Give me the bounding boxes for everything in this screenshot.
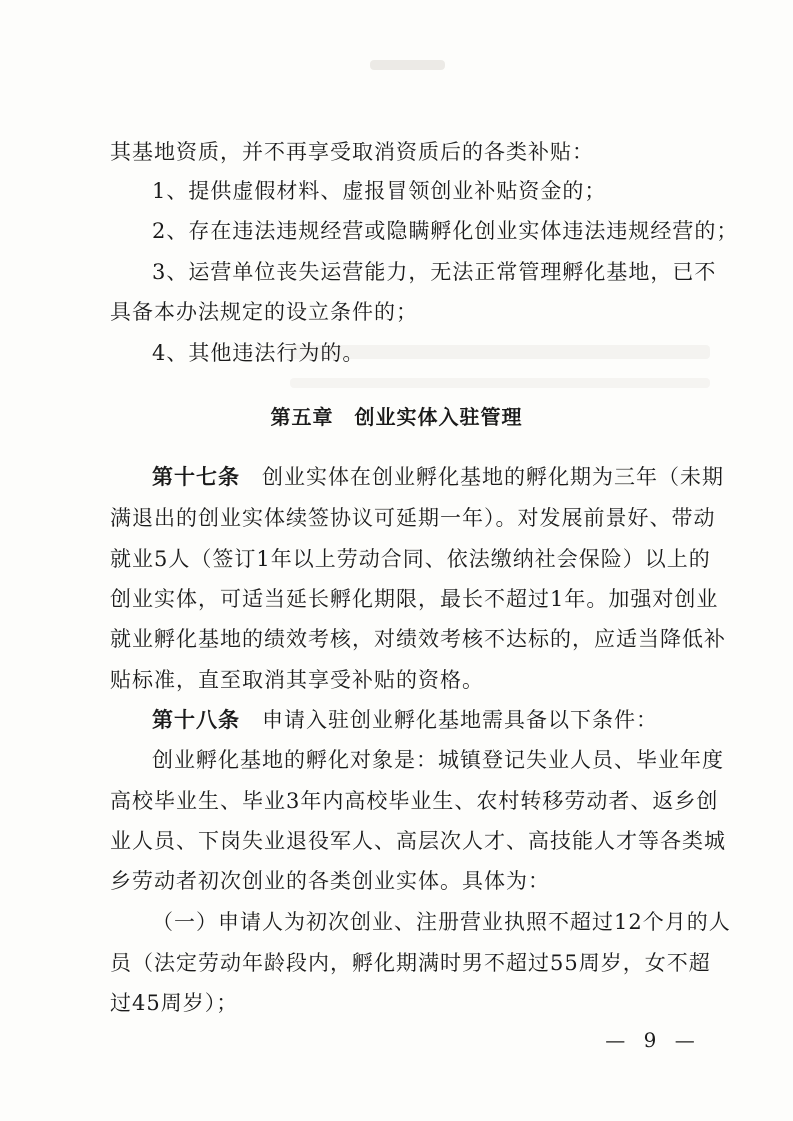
article-17-line: 就业孵化基地的绩效考核，对绩效考核不达标的，应适当降低补 (110, 627, 726, 651)
list-item-2: 2、存在违法违规经营或隐瞒孵化创业实体违法违规经营的； (152, 219, 739, 243)
page-number: — 9 — (605, 1028, 701, 1052)
article-17-line: 创业实体，可适当延长孵化期限，最长不超过1年。加强对创业 (110, 587, 719, 611)
item-1-line: （一）申请人为初次创业、注册营业执照不超过12个月的人 (152, 910, 731, 934)
item-1-line: 过45周岁）； (110, 991, 239, 1015)
article-17-line (152, 462, 742, 492)
targets-line: 业人员、下岗失业退役军人、高层次人才、高技能人才等各类城 (110, 829, 726, 853)
scan-smudge (370, 60, 445, 70)
item-1-line: 员（法定劳动年龄段内，孵化期满时男不超过55周岁，女不超 (110, 951, 711, 975)
chapter-heading: 第五章 创业实体入驻管理 (270, 405, 523, 429)
article-18-label: 第十八条 (152, 708, 240, 732)
article-18-line (152, 705, 742, 735)
article-17-text: 创业实体在创业孵化基地的孵化期为三年（未期 (240, 465, 724, 489)
list-item-3: 3、运营单位丧失运营能力，无法正常管理孵化基地，已不 (152, 260, 717, 284)
article-17-line: 满退出的创业实体续签协议可延期一年）。对发展前景好、带动 (110, 506, 716, 530)
targets-line: 高校毕业生、毕业3年内高校毕业生、农村转移劳动者、返乡创 (110, 789, 719, 813)
article-17-line: 就业5人（签订1年以上劳动合同、依法缴纳社会保险）以上的 (110, 547, 711, 571)
list-item-3-cont: 具备本办法规定的设立条件的； (110, 300, 418, 324)
article-17-line: 贴标准，直至取消其享受补贴的资格。 (110, 668, 484, 692)
article-18-text: 申请入驻创业孵化基地需具备以下条件： (240, 708, 658, 732)
article-17-label: 第十七条 (152, 465, 240, 489)
scan-smudge (290, 378, 710, 388)
list-item-4: 4、其他违法行为的。 (152, 341, 365, 365)
targets-line: 创业孵化基地的孵化对象是：城镇登记失业人员、毕业年度 (152, 748, 724, 772)
paragraph-line: 其基地资质，并不再享受取消资质后的各类补贴： (110, 140, 594, 164)
targets-line: 乡劳动者初次创业的各类创业实体。具体为： (110, 869, 550, 893)
list-item-1: 1、提供虚假材料、虚报冒领创业补贴资金的； (152, 179, 607, 203)
